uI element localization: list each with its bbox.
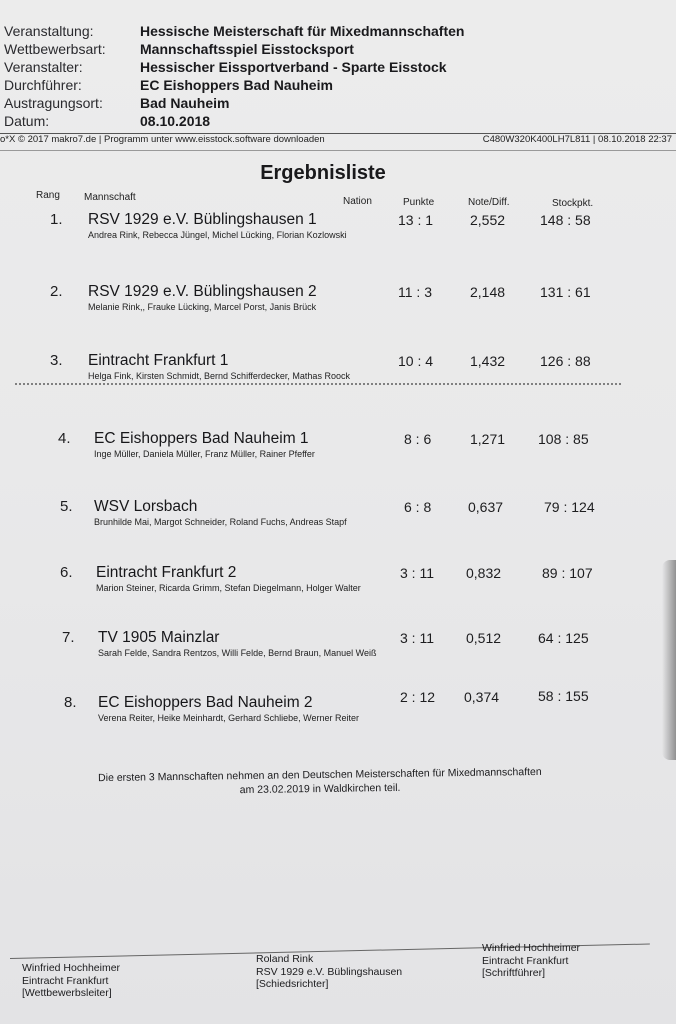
- result-row: [0, 211, 676, 251]
- signer-role: [Schriftführer]: [482, 967, 546, 979]
- field-label: Austragungsort:: [4, 95, 103, 111]
- stock-points: 79 : 124: [544, 499, 595, 515]
- page-edge-shadow: [662, 560, 676, 760]
- signature-block: [22, 962, 120, 1000]
- team-players: Inge Müller, Daniela Müller, Franz Müller, Rainer Pfeffer: [94, 449, 315, 459]
- result-row: [0, 629, 676, 669]
- team-name: RSV 1929 e.V. Büblingshausen 2: [88, 283, 317, 300]
- rank: 4.: [58, 430, 71, 447]
- points: 8 : 6: [404, 431, 432, 447]
- signer-club: Eintracht Frankfurt: [22, 974, 109, 987]
- note-line: am 23.02.2019 in Waldkirchen teil.: [239, 781, 401, 797]
- rank: 1.: [50, 211, 63, 228]
- team-players: Verena Reiter, Heike Meinhardt, Gerhard Schliebe, Werner Reiter: [98, 713, 359, 723]
- result-row: [0, 688, 676, 734]
- event-field: [4, 76, 464, 94]
- team-name: Eintracht Frankfurt 1: [88, 352, 229, 369]
- team-name: TV 1905 Mainzlar: [98, 629, 220, 646]
- stock-points: 89 : 107: [542, 565, 593, 581]
- points: 11 : 3: [398, 284, 432, 300]
- points: 6 : 8: [404, 499, 432, 515]
- field-value: Hessischer Eissportverband - Sparte Eisstock: [140, 59, 447, 75]
- note-line: Die ersten 3 Mannschaften nehmen an den Deutschen Meisterschaften für Mixedmannschaften: [98, 765, 542, 785]
- points: 3 : 11: [400, 565, 434, 581]
- event-field: [4, 94, 464, 112]
- team-players: Marion Steiner, Ricarda Grimm, Stefan Diegelmann, Holger Walter: [96, 583, 361, 593]
- signer-name: Roland Rink: [256, 953, 314, 965]
- note-diff: 1,432: [470, 353, 506, 369]
- subheader-divider: [0, 150, 676, 151]
- note-diff: 1,271: [470, 431, 506, 447]
- event-info: [4, 22, 464, 130]
- signature-block: [482, 942, 580, 980]
- field-label: Veranstaltung:: [4, 23, 94, 39]
- points: 3 : 11: [400, 630, 434, 646]
- signature-block: [256, 953, 402, 991]
- rank: 7.: [62, 629, 75, 646]
- field-value: EC Eishoppers Bad Nauheim: [140, 77, 333, 93]
- event-field: [4, 40, 464, 58]
- qualification-note: [40, 764, 600, 800]
- stock-points: 58 : 155: [538, 688, 589, 704]
- result-row: [0, 564, 676, 604]
- team-players: Melanie Rink,, Frauke Lücking, Marcel Porst, Janis Brück: [88, 302, 317, 312]
- team-players: Andrea Rink, Rebecca Jüngel, Michel Lücking, Florian Kozlowski: [88, 230, 347, 240]
- rank: 5.: [60, 498, 73, 515]
- result-row: [0, 283, 676, 323]
- stock-points: 64 : 125: [538, 630, 589, 646]
- field-value: 08.10.2018: [140, 113, 211, 129]
- stock-points: 148 : 58: [540, 212, 591, 228]
- event-field: [4, 58, 464, 76]
- team-name: WSV Lorsbach: [94, 498, 198, 515]
- field-value: Bad Nauheim: [140, 95, 230, 111]
- note-diff: 0,512: [466, 630, 502, 646]
- field-value: Hessische Meisterschaft für Mixedmannschaften: [140, 23, 465, 39]
- note-diff: 0,374: [464, 689, 500, 705]
- signer-role: [Wettbewerbsleiter]: [22, 987, 112, 999]
- team-players: Helga Fink, Kirsten Schmidt, Bernd Schifferdecker, Mathas Roock: [88, 371, 350, 381]
- field-value: Mannschaftsspiel Eisstocksport: [140, 41, 354, 57]
- stock-points: 131 : 61: [540, 284, 591, 300]
- stock-points: 108 : 85: [538, 431, 589, 447]
- signer-club: RSV 1929 e.V. Büblingshausen: [256, 965, 403, 978]
- team-name: EC Eishoppers Bad Nauheim 1: [94, 430, 309, 447]
- points: 10 : 4: [398, 353, 434, 369]
- result-row: [0, 352, 676, 392]
- field-label: Wettbewerbsart:: [4, 41, 106, 57]
- team-name: EC Eishoppers Bad Nauheim 2: [98, 694, 313, 711]
- event-field: [4, 22, 464, 40]
- signer-name: Winfried Hochheimer: [482, 942, 581, 954]
- note-diff: 0,637: [468, 499, 504, 515]
- rank: 2.: [50, 283, 63, 300]
- rank: 6.: [60, 564, 73, 581]
- team-players: Brunhilde Mai, Margot Schneider, Roland Fuchs, Andreas Stapf: [94, 517, 347, 527]
- qualification-cutline: [14, 382, 622, 386]
- result-row: [0, 430, 676, 470]
- col-points: Punkte: [403, 197, 435, 208]
- team-name: RSV 1929 e.V. Büblingshausen 1: [88, 211, 317, 228]
- document-code: C480W320K400LH7L811 | 08.10.2018 22:37: [482, 134, 672, 145]
- field-label: Durchführer:: [4, 77, 82, 93]
- note-diff: 2,552: [470, 212, 506, 228]
- note-diff: 0,832: [466, 565, 502, 581]
- software-line: [0, 134, 672, 145]
- field-label: Veranstalter:: [4, 59, 83, 75]
- rank: 3.: [50, 352, 63, 369]
- team-players: Sarah Felde, Sandra Rentzos, Willi Felde, Bernd Braun, Manuel Weiß: [98, 648, 377, 658]
- copyright-text: o*X © 2017 makro7.de | Programm unter www.eisstock.software downloaden: [0, 134, 325, 145]
- result-row: [0, 498, 676, 538]
- signer-club: Eintracht Frankfurt: [482, 954, 569, 967]
- note-diff: 2,148: [470, 284, 506, 300]
- event-field: [4, 112, 464, 130]
- points: 2 : 12: [400, 689, 436, 705]
- col-stock: Stockpkt.: [552, 198, 594, 209]
- team-name: Eintracht Frankfurt 2: [96, 564, 237, 581]
- field-label: Datum:: [4, 113, 50, 129]
- signer-name: Winfried Hochheimer: [22, 962, 121, 974]
- col-team: Mannschaft: [84, 192, 136, 203]
- points: 13 : 1: [398, 212, 434, 228]
- col-nation: Nation: [343, 196, 372, 207]
- col-rank: Rang: [36, 190, 60, 201]
- rank: 8.: [64, 694, 77, 711]
- stock-points: 126 : 88: [540, 353, 591, 369]
- page-title: Ergebnisliste: [260, 162, 386, 184]
- signer-role: [Schiedsrichter]: [256, 978, 329, 990]
- col-diff: Note/Diff.: [468, 197, 510, 208]
